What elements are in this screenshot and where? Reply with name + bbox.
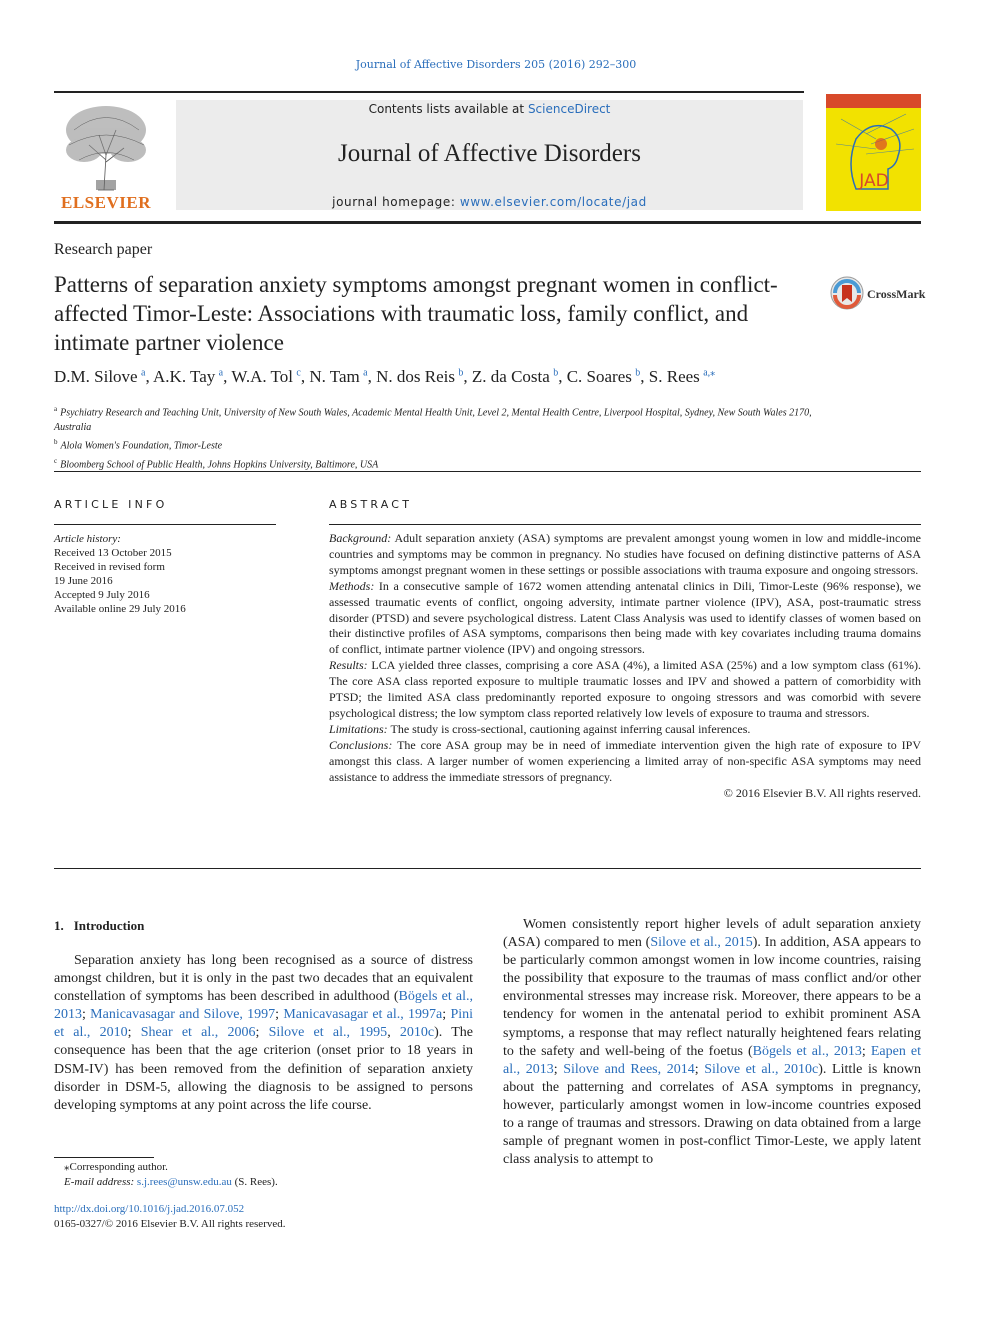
affiliation-text: Alola Women's Foundation, Timor-Leste [60,440,223,452]
text-run: Women consistently report higher levels of adult separation anxiety (ASA) compared to men ( [503,917,921,951]
citation-link[interactable]: Bögels et al., 2013 [54,989,473,1023]
article-history [54,532,276,616]
header-top-rule [54,91,804,93]
abstract-heading: ABSTRACT [329,498,413,511]
intro-paragraph-2 [503,916,921,1169]
homepage-line [176,195,803,209]
citation-link[interactable]: Bögels et al., 2013 [752,1043,862,1059]
homepage-link[interactable]: www.elsevier.com/locate/jad [459,195,647,209]
body-column-right [503,916,921,1169]
elsevier-wordmark: ELSEVIER [61,193,151,212]
section-number: 1. [54,918,64,933]
article-info-rule [54,524,276,525]
contents-line [176,102,803,116]
author-affiliation-mark[interactable]: a,⁎ [703,367,716,379]
history-item: Received in revised form [54,561,165,573]
text-run: ; [127,1025,141,1041]
abstract-section-text: In a consecutive sample of 1672 women attending antenatal clinics in Dili, Timor-Leste (96% response), we assessed traumatic events of conflict, ongoing adversity, intimate partner violence (IPV), ASA, post-traumatic stress disorder (PTSD) and severe psychological distress. Latent Class Analysis was used to identify classes of women based on their distinctive profiles of ASA symptoms, comparisons then being made with key covariates including trauma domains of conflict, intimate partner violence (IPV) and ongoing stressors. [329,578,922,657]
citation-link[interactable]: Eapen et al., 2013 [503,1043,921,1077]
affiliations [54,402,814,473]
history-label: Article history: [54,533,121,545]
affiliation [54,435,814,454]
citation-link[interactable]: 2010c [399,1025,435,1041]
abstract-rule [329,524,921,525]
history-item: Received 13 October 2015 [54,547,172,559]
text-run: ; [442,1007,451,1023]
author-name: W.A. Tol [231,367,293,386]
author-name: C. Soares [566,367,632,386]
author-name: Z. da Costa [471,367,550,386]
author-name: N. dos Reis [376,367,455,386]
author-affiliation-mark[interactable]: c [296,367,301,379]
citation-link[interactable]: Silove et al., 1995 [268,1025,388,1041]
abstract-section-label: Conclusions: [329,737,393,752]
text-run: ; [694,1061,705,1077]
text-run: Separation anxiety has long been recognised as a source of distress amongst children, but it is only in the past two decades that an equivalent constellation of symptoms has been described in adulthood ( [54,953,473,1005]
abstract-bottom-rule [54,868,921,869]
history-items [54,546,276,616]
citation-link[interactable]: Pini et al., 2010 [54,1007,474,1041]
abstract-section-text: LCA yielded three classes, comprising a core ASA (4%), a limited ASA (25%) and a low symptom class (61%). The core ASA class reported exposure to multiple traumatic losses and IPV and showed a pattern of comorbidity with PTSD; the limited ASA class predominantly reported exposure to ongoing stressors and was comorbid with severe psychological distress; the low symptom class reported relatively low levels of exposure to trauma and stressors. [329,658,922,720]
abstract-section-label: Background: [329,531,392,545]
abstract-section-text: The study is cross-sectional, cautioning against inferring causal inferences. [390,721,751,736]
email-label: E-mail address: [64,1175,137,1188]
copyright: © 2016 Elsevier B.V. All rights reserved. [723,785,921,800]
author-name: S. Rees [648,367,700,386]
text-run: ). Little is known about the patterning and correlates of ASA symptoms in pregnancy, however, particularly amongst women in low-income countries exposed to a range of traumas and stressors. Drawing on data obtained from a large sample of pregnant women in post-conflict Timor-Leste, we apply latent class analysis to attempt to [503,1061,922,1168]
text-run: ; [861,1043,871,1059]
author-affiliation-mark[interactable]: b [458,367,464,379]
abstract-section-label: Results: [329,658,368,673]
affiliation-rule [54,471,921,472]
affiliation [54,402,814,435]
abstract-sections [329,531,921,786]
doi-block [54,1202,474,1231]
abstract-section-text: Adult separation anxiety (ASA) symptoms are prevalent amongst young women in low and middle-income countries and symptoms may be common in pregnancy. No studies have focused on defining distinctive patterns of ASA symptoms amongst pregnant women in these settings or possible associations with trauma exposure and ongoing stressors. [329,531,921,577]
abstract-body [329,531,921,801]
citation-link[interactable]: Silove et al., 2015 [650,935,753,951]
citation-link[interactable]: Silove and Rees, 2014 [563,1061,695,1077]
email-note [54,1175,474,1190]
author-affiliation-mark[interactable]: a [218,367,224,379]
abstract-section-label: Limitations: [329,721,388,736]
email-link[interactable]: s.j.rees@unsw.edu.au [136,1175,232,1188]
crossmark-label[interactable]: CrossMark [867,287,926,301]
history-item: 19 June 2016 [54,575,113,587]
author-list: D.M. Silove $^a$, A.K. Tay $^a$, W.A. Tol $^c$, N. Tam $^a$, N. dos Reis $^b$, Z. da Costa $^b$, C. Soares $^b$, S. Rees $^{a,⁎}$ [54,367,716,386]
author [309,367,367,386]
journal-cover-image[interactable] [826,94,921,211]
cover-label: JAD [859,171,889,191]
article-type: Research paper [54,241,153,258]
header-bottom-rule [54,221,921,224]
sciencedirect-link[interactable]: ScienceDirect [527,102,611,116]
article-info-heading: ARTICLE INFO [54,498,168,511]
footnotes [54,1160,474,1189]
history-item: Accepted 9 July 2016 [54,589,150,601]
text-run: ; [553,1061,564,1077]
author [153,367,223,386]
section-title: Introduction [73,918,145,933]
author-name: N. Tam [309,367,360,386]
abstract-section [329,531,921,579]
abstract-section [329,738,921,786]
affiliation-mark: b [54,438,58,447]
abstract-section [329,579,921,659]
author-name: D.M. Silove [54,367,138,386]
intro-paragraph-1 [54,952,473,1115]
article-title: Patterns of separation anxiety symptoms amongst pregnant women in conflict-affected Timor-Leste: Associations with traumatic loss, family conflict, and intimate partner violence [54,272,778,355]
abstract-section [329,722,921,738]
author-affiliation-mark[interactable]: b [553,367,559,379]
journal-citation[interactable]: Journal of Affective Disorders 205 (2016) 292–300 [355,58,637,71]
citation-link[interactable]: Silove et al., 2010c [704,1061,819,1077]
author [376,367,463,386]
author-affiliation-mark[interactable]: b [635,367,641,379]
citation-link[interactable]: Shear et al., 2006 [140,1025,256,1041]
author-affiliation-mark[interactable]: a [363,367,368,379]
author-name: A.K. Tay [153,367,216,386]
text-run: ; [82,1007,91,1023]
abstract-section-text: The core ASA group may be in need of immediate intervention given the high rate of exposure to IPV amongst this class. A larger number of women experiencing a limited array of non-specific ASA symptoms may need assistance to address the immediate stressors of pregnancy. [329,737,921,784]
citation-link[interactable]: Manicavasagar and Silove, 1997 [90,1007,276,1023]
text-run: ; [275,1007,284,1023]
author [649,367,715,386]
text-run: , [387,1025,400,1041]
text-run: ; [255,1025,269,1041]
author [54,367,145,386]
affiliation-mark: a [54,405,58,413]
citation-link[interactable]: Manicavasagar et al., 1997a [283,1007,443,1023]
section-heading-introduction [54,918,144,934]
affiliation-text: Bloomberg School of Public Health, Johns Hopkins University, Baltimore, USA [60,459,379,471]
abstract-section-label: Methods: [329,578,375,593]
history-item: Available online 29 July 2016 [54,603,186,615]
text-run: ). The consequence has been that the age criterion (onset prior to 18 years in DSM-IV) has been removed from the definition of separation anxiety disorder in DSM-5, allowing the diagnosis to be assigned to persons developing symptoms at any point across the life course. [54,1025,474,1113]
author-affiliation-mark[interactable]: a [141,367,146,379]
corresponding-author-note: ⁎Corresponding author. [64,1161,168,1173]
cover-art [826,94,921,211]
journal-name: Journal of Affective Disorders [338,140,641,167]
text-run: ). In addition, ASA appears to be particularly common amongst women in low income countries, raising the possibility that exposure to the traumas of mass conflict and/or other environmental stresses may increase risk. Moreover, there appears to be a tendency for women in the antenatal period to exhibit prominent ASA symptoms, a response that may reflect naturally heightened fears relating to the safety and well-being of the foetus ( [503,935,922,1059]
footnote-rule [54,1157,154,1158]
affiliation-mark: c [54,457,58,466]
homepage-prefix: journal homepage: [332,195,460,209]
contents-prefix: Contents lists available at [368,102,528,116]
issn-line: 0165-0327/© 2016 Elsevier B.V. All rights reserved. [54,1217,286,1230]
author [567,367,641,386]
author [231,367,300,386]
author [472,367,558,386]
affiliation-text: Psychiatry Research and Teaching Unit, University of New South Wales, Academic Mental Health Unit, Level 2, Mental Health Centre, Liverpool Hospital, Sydney, New South Wales 2170, Australia [54,407,812,433]
doi-link[interactable]: http://dx.doi.org/10.1016/j.jad.2016.07.052 [54,1203,245,1215]
body-column-left [54,952,473,1115]
email-suffix: (S. Rees). [231,1175,278,1188]
abstract-section [329,658,921,722]
